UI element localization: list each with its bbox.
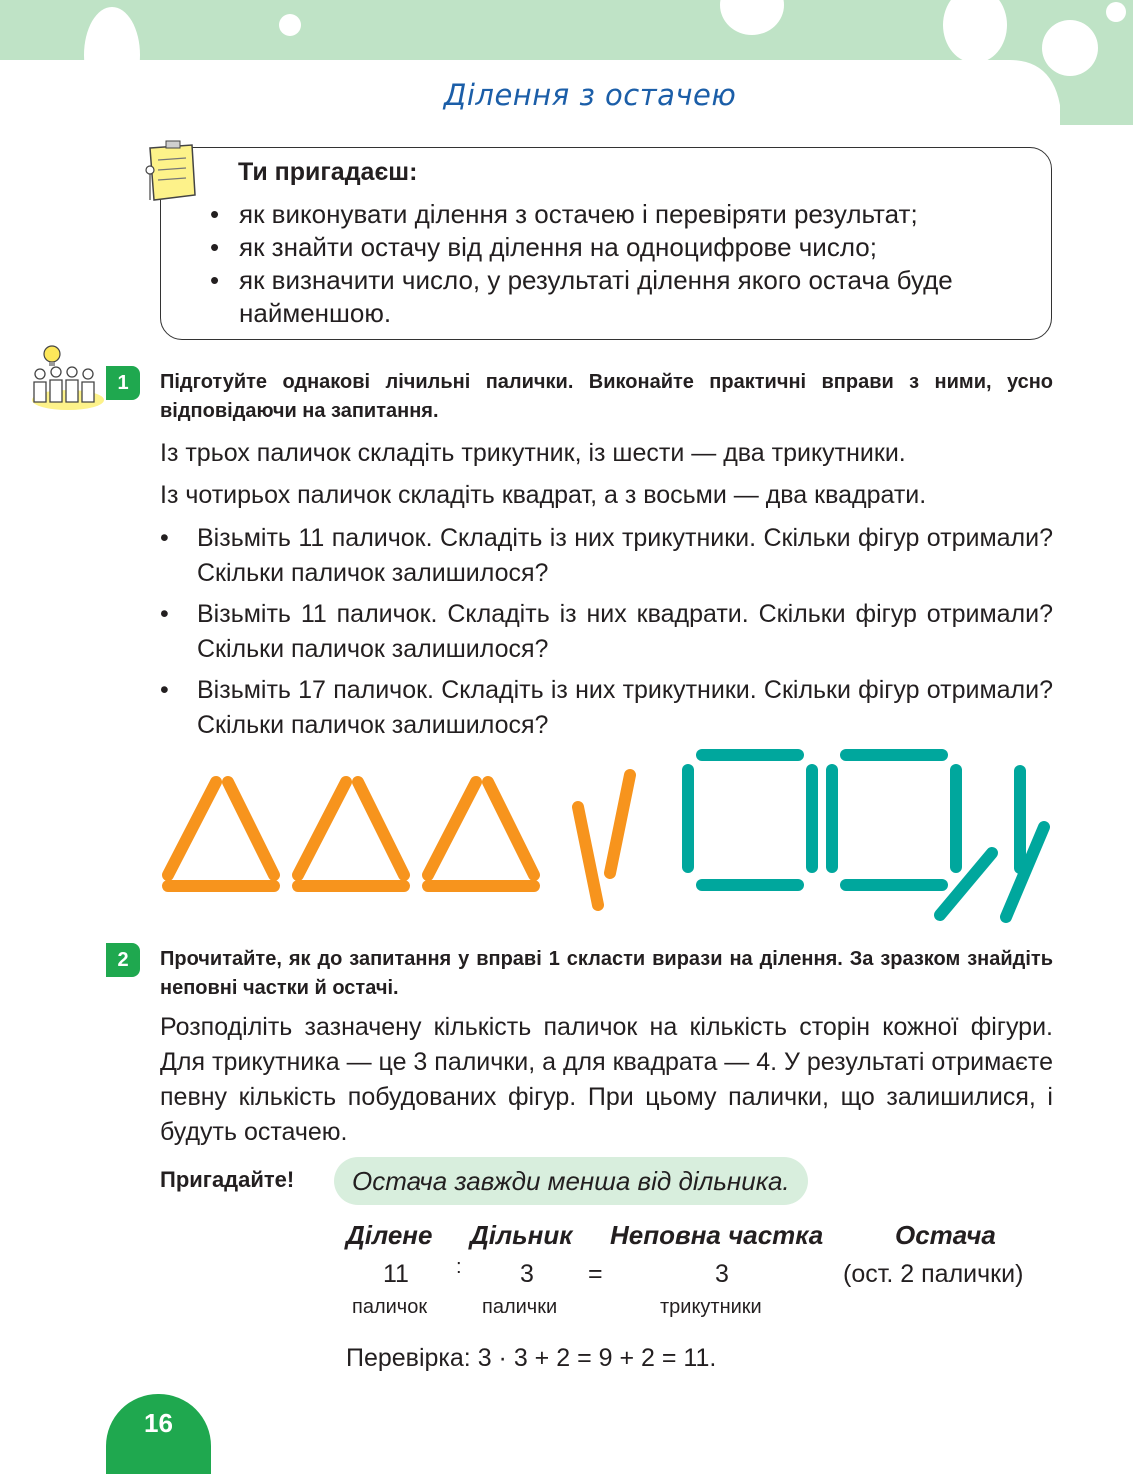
value-divisor: 3	[520, 1260, 534, 1288]
value-dividend: 11	[383, 1260, 409, 1288]
remember-list	[210, 198, 1050, 330]
header-divisor: Дільник	[470, 1220, 573, 1250]
task-1-heading: Підготуйте однакові лічильні палички. Виконайте практичні вправи з ними, усно відповідаючи на запитання.	[160, 371, 1053, 422]
header-dividend: Ділене	[346, 1220, 433, 1250]
check-line: Перевірка: 3 · 3 + 2 = 9 + 2 = 11.	[346, 1344, 717, 1372]
op-equals: =	[588, 1260, 603, 1288]
orange-triangles	[168, 775, 630, 905]
value-remainder: (ост. 2 палички)	[843, 1260, 1024, 1288]
header-remainder: Остача	[895, 1220, 996, 1250]
sticky-note-icon	[140, 140, 200, 204]
header-quotient: Неповна частка	[610, 1220, 824, 1250]
unit-divisor: палички	[482, 1296, 558, 1318]
remember-item: • як визначити число, у результаті ділення якого остача буде найменшою.	[210, 264, 1050, 330]
op-division: :	[456, 1256, 462, 1278]
unit-quotient: трикутники	[660, 1296, 762, 1318]
remember-label: Пригадайте!	[160, 1167, 295, 1192]
remember-rule: Остача завжди менша від дільника.	[334, 1157, 808, 1205]
task-2-paragraph: Розподіліть зазначену кількість паличок на кількість сторін кожної фігури. Для трикутника — це 3 палички, а для квадрата — 4. У результаті отримаєте певну кількість побудованих фігур. При цьому палички, що залишилися, і будуть остачею.	[160, 1013, 1053, 1146]
task-1-item: • Візьміть 17 паличок. Складіть із них трикутники. Скільки фігур отримали? Скільки паличок залишилося?	[160, 673, 1053, 743]
task-2-badge: 2	[106, 943, 140, 977]
task-1-item: • Візьміть 11 паличок. Складіть із них квадрати. Скільки фігур отримали? Скільки паличок залишилося?	[160, 597, 1053, 667]
task-1-item: • Візьміть 11 паличок. Складіть із них трикутники. Скільки фігур отримали? Скільки паличок залишилося?	[160, 521, 1053, 591]
task-1-line-2: Із чотирьох паличок складіть квадрат, а з восьми — два квадрати.	[160, 481, 927, 509]
task-1-list	[160, 521, 1053, 749]
teal-squares	[688, 755, 1044, 917]
task-1-line-1: Із трьох паличок складіть трикутник, із шести — два трикутники.	[160, 439, 906, 467]
page-number: 16	[106, 1394, 211, 1474]
unit-dividend: паличок	[352, 1296, 428, 1318]
value-quotient: 3	[715, 1260, 729, 1288]
task-2-heading: Прочитайте, як до запитання у вправі 1 скласти вирази на ділення. За зразком знайдіть неповні частки й остачі.	[160, 948, 1053, 999]
remember-heading: Ти пригадаєш:	[238, 158, 418, 186]
remember-item: • як виконувати ділення з остачею і перевіряти результат;	[210, 198, 1050, 231]
page-title: Ділення з остачею	[443, 78, 737, 112]
remember-item: • як знайти остачу від ділення на одноцифрове число;	[210, 231, 1050, 264]
task-1-badge: 1	[106, 366, 140, 400]
sticks-illustration	[150, 745, 1060, 930]
group-idea-icon	[28, 340, 106, 412]
